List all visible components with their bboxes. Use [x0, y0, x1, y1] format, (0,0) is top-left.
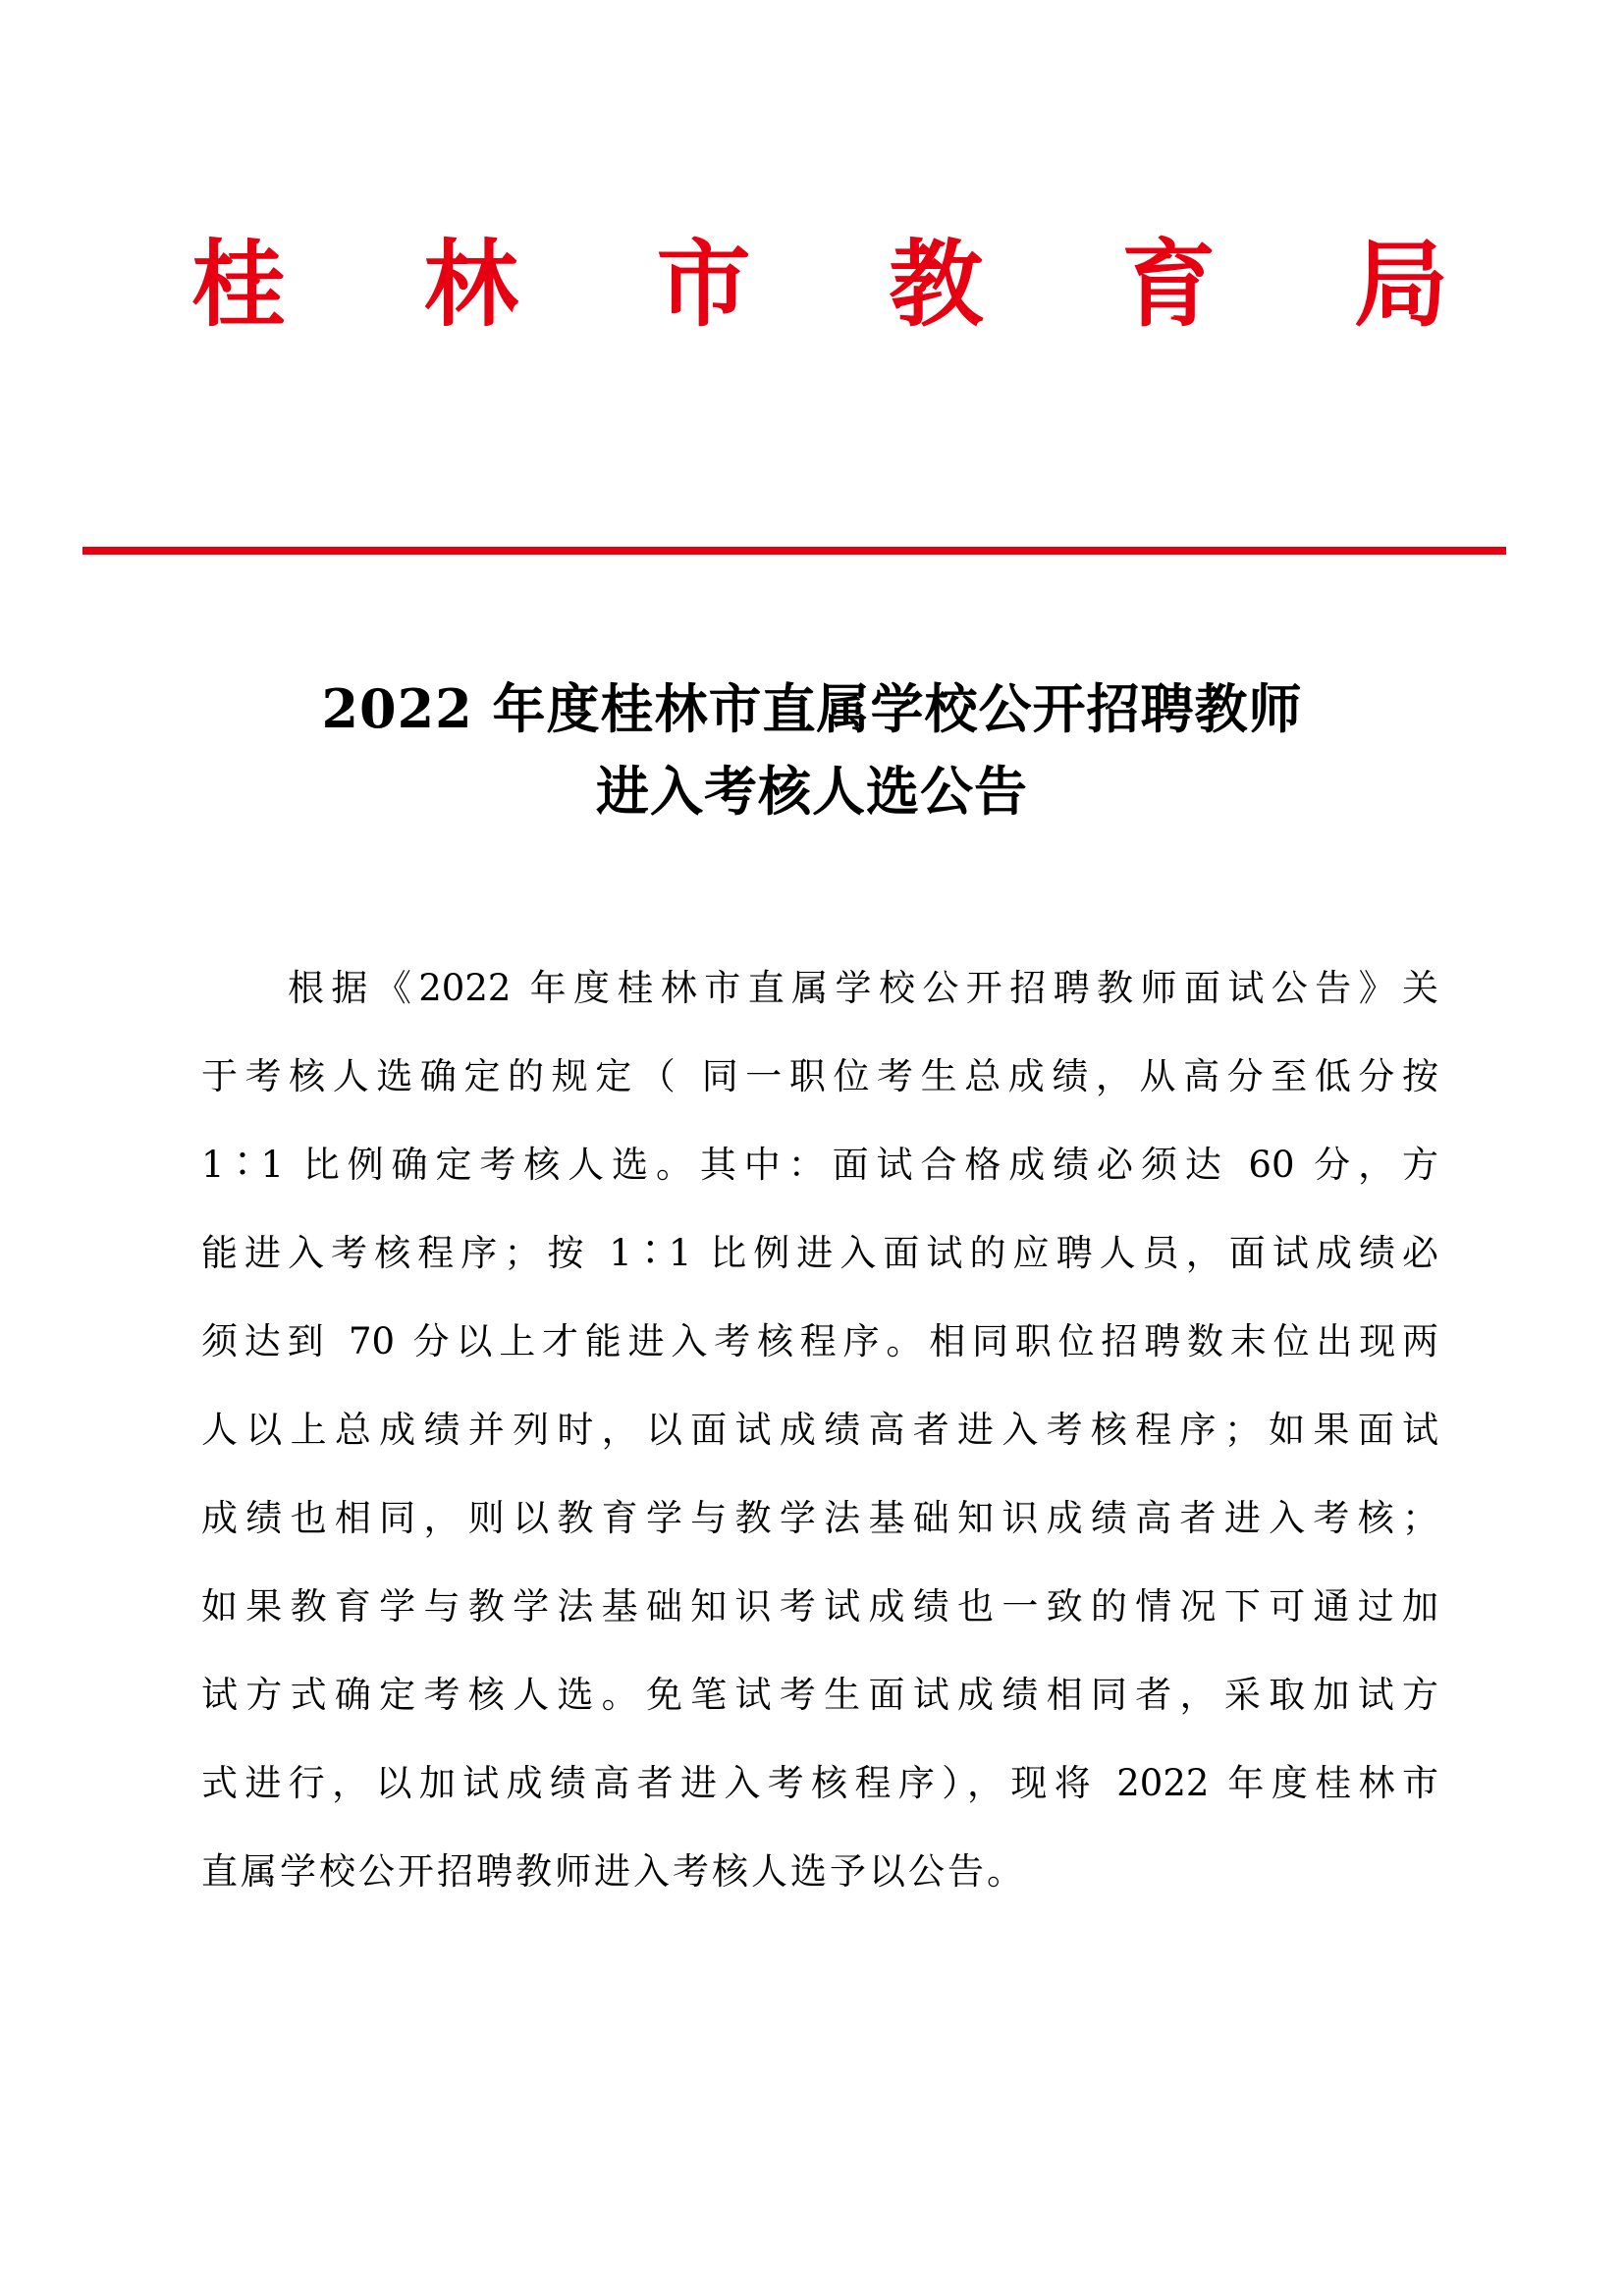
letterhead-char: 林	[423, 229, 518, 340]
body-text-line: 能进入考核程序；按 1∶1 比例进入面试的应聘人员，面试成绩必	[201, 1232, 1438, 1274]
body-text-line: 须达到 70 分以上才能进入考核程序。相同职位招聘数末位出现两	[201, 1320, 1438, 1362]
body-text-line: 根据《2022 年度桂林市直属学校公开招聘教师面试公告》关	[288, 967, 1438, 1009]
letterhead-char: 局	[1353, 229, 1448, 340]
body-text-line: 直属学校公开招聘教师进入考核人选予以公告。	[201, 1850, 1026, 1893]
body-text-line: 如果教育学与教学法基础知识考试成绩也一致的情况下可通过加	[201, 1585, 1438, 1628]
letterhead-char: 桂	[191, 229, 286, 340]
letterhead-char: 教	[889, 229, 984, 340]
body-text-line: 式进行，以加试成绩高者进入考核程序），现将 2022 年度桂林市	[201, 1762, 1438, 1804]
body-text-line: 人以上总成绩并列时，以面试成绩高者进入考核程序；如果面试	[201, 1409, 1438, 1451]
body-text-line: 于考核人选确定的规定（ 同一职位考生总成绩，从高分至低分按	[201, 1055, 1438, 1097]
document-title-line: 2022 年度桂林市直属学校公开招聘教师	[321, 677, 1303, 740]
letterhead-org-name	[191, 226, 1448, 344]
document-body	[201, 944, 1438, 1916]
letterhead-char: 市	[656, 229, 751, 340]
letterhead-red-divider	[82, 547, 1506, 555]
document-title-line: 进入考核人选公告	[596, 760, 1028, 823]
body-text-line: 成绩也相同，则以教育学与教学法基础知识成绩高者进入考核；	[201, 1497, 1438, 1539]
body-text-line: 试方式确定考核人选。免笔试考生面试成绩相同者，采取加试方	[201, 1674, 1438, 1716]
document-title	[0, 667, 1624, 832]
body-text-line: 1∶1 比例确定考核人选。其中：面试合格成绩必须达 60 分，方	[201, 1144, 1438, 1186]
letterhead-char: 育	[1121, 229, 1217, 340]
